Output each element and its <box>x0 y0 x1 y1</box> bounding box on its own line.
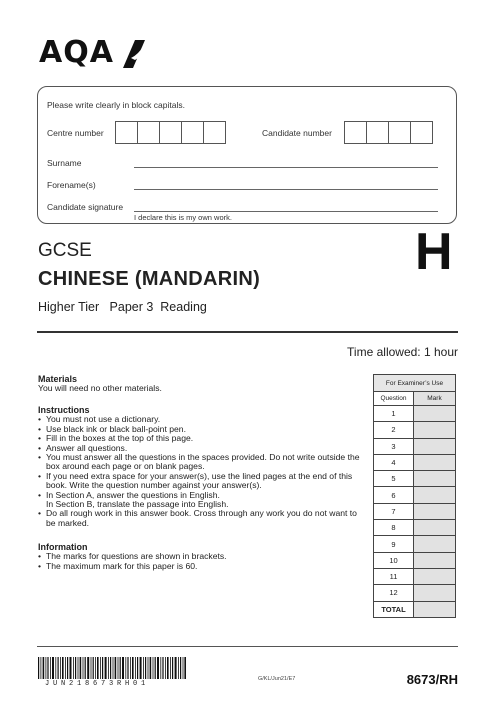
centre-digit-box[interactable] <box>181 121 204 144</box>
examiner-table-title: For Examiner’s Use <box>374 375 456 392</box>
candidate-number-boxes[interactable] <box>345 121 433 144</box>
instruction-item: • In Section A, answer the questions in English. <box>38 491 368 500</box>
centre-digit-box[interactable] <box>159 121 182 144</box>
centre-digit-box[interactable] <box>115 121 138 144</box>
surname-field[interactable] <box>134 167 438 168</box>
qualification-title: GCSE <box>38 240 92 261</box>
centre-digit-box[interactable] <box>203 121 226 144</box>
barcode-text: JUN218673RH01 <box>45 680 150 688</box>
instruction-item: • Do all rough work in this answer book. Cross through any work you do not want to be marked. <box>38 509 368 528</box>
question-number: 7 <box>374 503 414 519</box>
paper-code: 8673/RH <box>406 672 458 687</box>
aqa-logo: AQA <box>39 35 114 70</box>
question-number: 5 <box>374 471 414 487</box>
candidate-digit-box[interactable] <box>344 121 367 144</box>
materials-text: You will need no other materials. <box>38 383 162 394</box>
examiners-use-table <box>373 374 456 618</box>
mark-cell[interactable] <box>414 552 456 568</box>
mark-cell[interactable] <box>414 487 456 503</box>
mark-cell[interactable] <box>414 438 456 454</box>
block-capitals-instruction: Please write clearly in block capitals. <box>47 100 185 110</box>
centre-number-boxes[interactable] <box>116 121 226 144</box>
question-number: 6 <box>374 487 414 503</box>
declaration-text: I declare this is my own work. <box>134 213 232 222</box>
information-item: • The maximum mark for this paper is 60. <box>38 562 368 571</box>
total-label: TOTAL <box>374 601 414 617</box>
mark-cell[interactable] <box>414 422 456 438</box>
candidate-digit-box[interactable] <box>366 121 389 144</box>
total-mark-cell[interactable] <box>414 601 456 617</box>
mark-cell[interactable] <box>414 406 456 422</box>
instruction-item: • Use black ink or black ball-point pen. <box>38 425 368 434</box>
tier-paper-line: Higher Tier Paper 3 Reading <box>38 300 207 314</box>
mark-cell[interactable] <box>414 568 456 584</box>
time-allowed: Time allowed: 1 hour <box>347 345 458 359</box>
question-number: 2 <box>374 422 414 438</box>
barcode-image <box>38 657 186 679</box>
information-heading: Information <box>38 542 88 552</box>
instruction-item: • Answer all questions. <box>38 444 368 453</box>
signature-field[interactable] <box>134 211 438 212</box>
question-number: 4 <box>374 454 414 470</box>
question-number: 1 <box>374 406 414 422</box>
forename-label: Forename(s) <box>47 180 96 190</box>
question-number: 3 <box>374 438 414 454</box>
question-number: 12 <box>374 585 414 601</box>
centre-digit-box[interactable] <box>137 121 160 144</box>
mark-cell[interactable] <box>414 471 456 487</box>
question-number: 8 <box>374 520 414 536</box>
instructions-heading: Instructions <box>38 405 90 415</box>
centre-number-label: Centre number <box>47 128 104 138</box>
question-number: 10 <box>374 552 414 568</box>
footer-divider <box>37 646 458 647</box>
instruction-item: • Fill in the boxes at the top of this page. <box>38 434 368 443</box>
instruction-item: In Section B, translate the passage into English. <box>46 499 229 510</box>
reference-code: G/KL/Jun21/E7 <box>258 676 296 682</box>
materials-heading: Materials <box>38 374 78 384</box>
surname-label: Surname <box>47 158 82 168</box>
materials-section <box>38 375 368 394</box>
title-divider <box>37 331 458 333</box>
signature-label: Candidate signature <box>47 202 124 212</box>
candidate-number-label: Candidate number <box>262 128 332 138</box>
mark-cell[interactable] <box>414 454 456 470</box>
candidate-digit-box[interactable] <box>388 121 411 144</box>
mark-cell[interactable] <box>414 536 456 552</box>
information-item: • The marks for questions are shown in brackets. <box>38 552 368 561</box>
question-number: 11 <box>374 568 414 584</box>
subject-title: CHINESE (MANDARIN) <box>38 268 261 290</box>
question-column-header: Question <box>374 392 414 406</box>
forename-field[interactable] <box>134 189 438 190</box>
candidate-digit-box[interactable] <box>410 121 433 144</box>
instruction-item: • You must not use a dictionary. <box>38 415 368 424</box>
instruction-item: • If you need extra space for your answer(s), use the lined pages at the end of this book. Write the question number against your answer(s). <box>38 472 368 491</box>
mark-cell[interactable] <box>414 503 456 519</box>
information-section <box>38 543 368 571</box>
instructions-section <box>38 406 368 528</box>
question-number: 9 <box>374 536 414 552</box>
mark-column-header: Mark <box>414 392 456 406</box>
instruction-item: • You must answer all the questions in the spaces provided. Do not write outside the box around each page or on blank pages. <box>38 453 368 472</box>
mark-cell[interactable] <box>414 520 456 536</box>
mark-cell[interactable] <box>414 585 456 601</box>
aqa-leaf-icon <box>121 38 147 72</box>
tier-letter: H <box>415 223 453 281</box>
